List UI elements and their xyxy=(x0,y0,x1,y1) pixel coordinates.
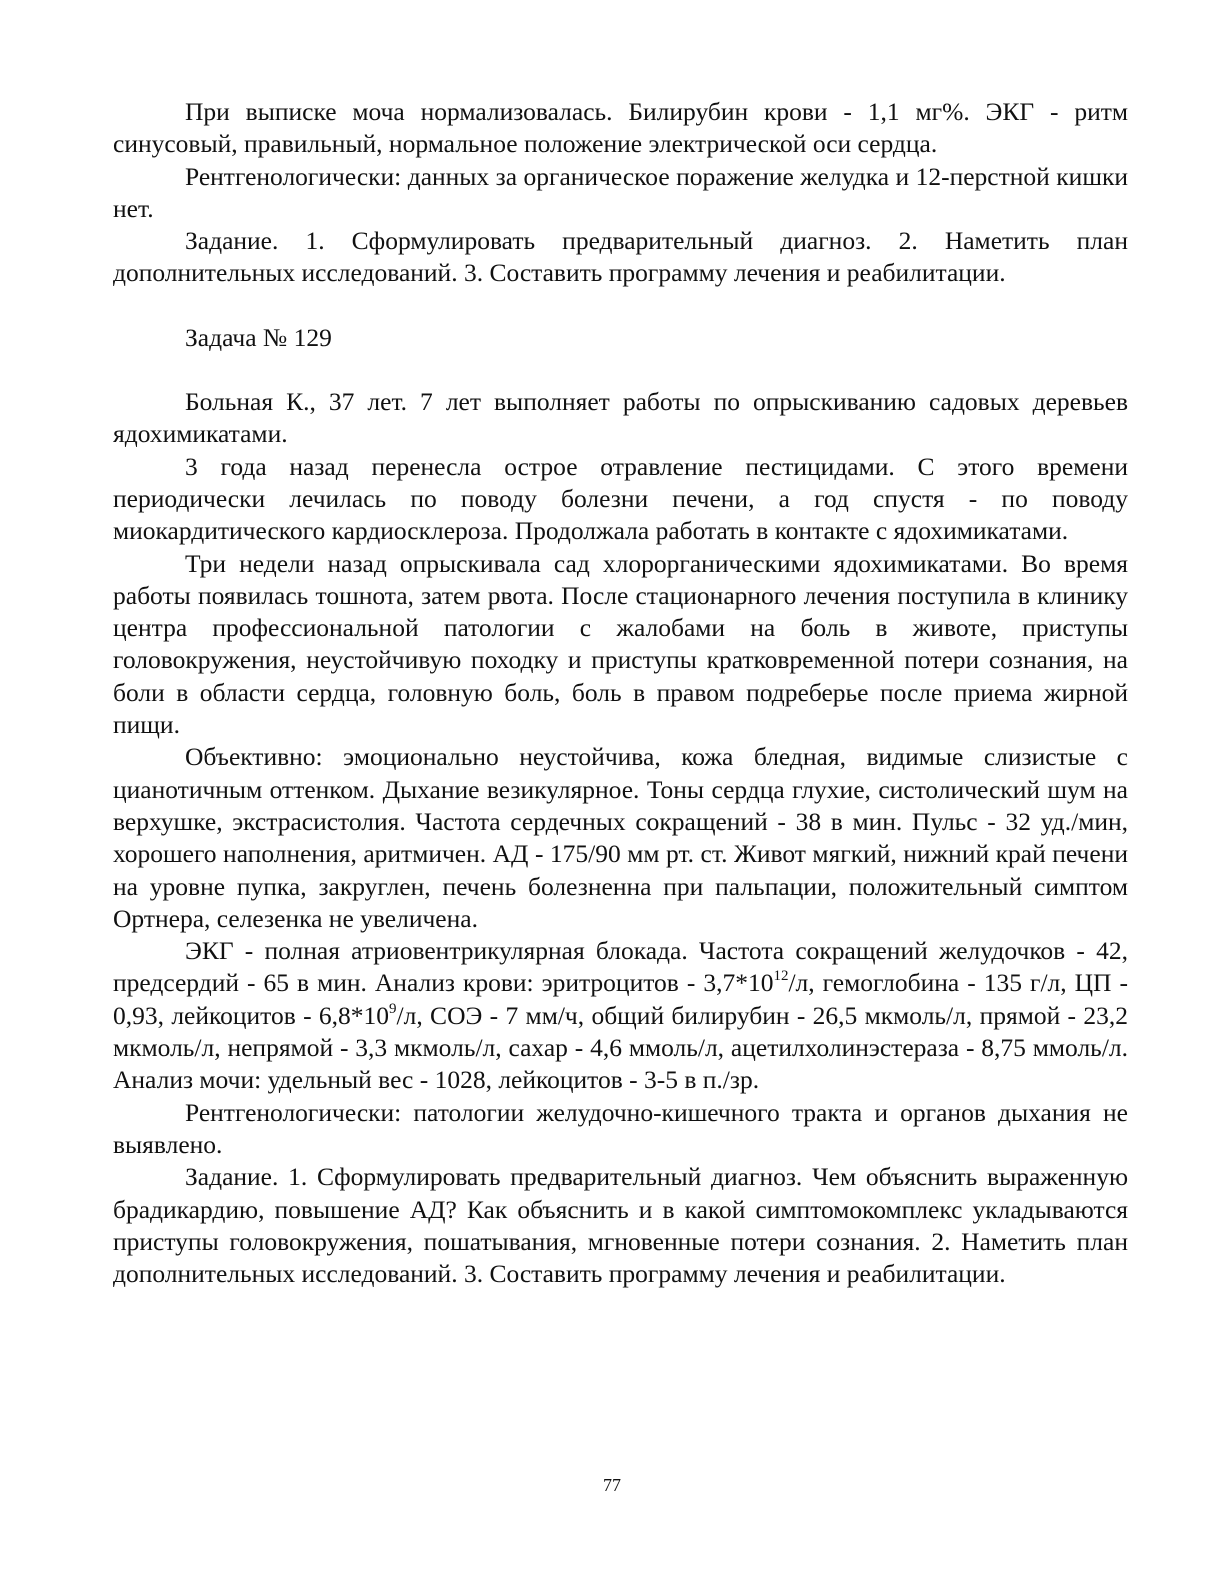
paragraph-assignment-2: Задание. 1. Сформулировать предварительный диагноз. Чем объяснить выраженную брадикардию, повышение АД? Как объяснить и в какой симптомокомплекс укладываются приступы головокружения, пошатывания, мгновенные потери сознания. 2. Наметить план дополнительных исследований. 3. Составить программу лечения и реабилитации. xyxy=(113,1162,1128,1289)
paragraph-assignment: Задание. 1. Сформулировать предварительный диагноз. 2. Наметить план дополнительных исследований. 3. Составить программу лечения и реабилитации. xyxy=(113,226,1128,288)
ecg-labs-text-b: /л, гемоглобина - 135 г/л, ЦП - 0,93, лейкоцитов - 6,8*10 xyxy=(113,968,1128,1030)
ecg-labs-text-a: ЭКГ - полная атриовентрикулярная блокада. Частота сокращений желудочков - 42, предсердий - 65 в мин. Анализ крови: эритроцитов - 3,7*10 xyxy=(113,936,1128,998)
paragraph-history: 3 года назад перенесла острое отравление пестицидами. С этого времени периодически лечилась по поводу болезни печени, а год спустя - по поводу миокардитического кардиосклероза. Продолжала работать в контакте с ядохимикатами. xyxy=(113,451,1128,546)
paragraph-ecg-labs xyxy=(113,935,1128,1096)
task-heading: Задача № 129 xyxy=(185,322,332,352)
paragraph-patient: Больная К., 37 лет. 7 лет выполняет работы по опрыскиванию садовых деревьев ядохимикатами. xyxy=(113,387,1128,449)
spacer xyxy=(113,290,1128,322)
page-number: 77 xyxy=(603,1475,621,1495)
spacer xyxy=(113,354,1128,386)
paragraph-xray: Рентгенологически: данных за органическое поражение желудка и 12-перстной кишки нет. xyxy=(113,161,1128,223)
paragraph-discharge: При выписке моча нормализовалась. Билирубин крови - 1,1 мг%. ЭКГ - ритм синусовый, правильный, нормальное положение электрической оси сердца. xyxy=(113,97,1128,159)
ecg-labs-text-c: /л, СОЭ - 7 мм/ч, общий билирубин - 26,5 мкмоль/л, прямой - 23,2 мкмоль/л, непрямой - 3,3 мкмоль/л, сахар - 4,6 ммоль/л, ацетилхолинэстераза - 8,75 ммоль/л. Анализ мочи: удельный вес - 1028, лейкоцитов - 3-5 в п./зр. xyxy=(113,1000,1128,1095)
page-body xyxy=(113,96,1128,1290)
superscript-exponent-12: 12 xyxy=(773,968,789,985)
paragraph-complaints: Три недели назад опрыскивала сад хлорорганическими ядохимикатами. Во время работы появилась тошнота, затем рвота. После стационарного лечения поступила в клинику центра профессиональной патологии с жалобами на боль в животе, приступы головокружения, неустойчивую походку и приступы кратковременной потери сознания, на боли в области сердца, головную боль, боль в правом подреберье после приема жирной пищи. xyxy=(113,548,1128,740)
paragraph-objective: Объективно: эмоционально неустойчива, кожа бледная, видимые слизистые с цианотичным оттенком. Дыхание везикулярное. Тоны сердца глухие, систолический шум на верхушке, экстрасистолия. Частота сердечных сокращений - 38 в мин. Пульс - 32 уд./мин, хорошего наполнения, аритмичен. АД - 175/90 мм рт. ст. Живот мягкий, нижний край печени на уровне пупка, закруглен, печень болезненна при пальпации, положительный симптом Ортнера, селезенка не увеличена. xyxy=(113,742,1128,933)
paragraph-xray-2: Рентгенологически: патологии желудочно-кишечного тракта и органов дыхания не выявлено. xyxy=(113,1097,1128,1159)
superscript-exponent-9: 9 xyxy=(389,1000,397,1017)
